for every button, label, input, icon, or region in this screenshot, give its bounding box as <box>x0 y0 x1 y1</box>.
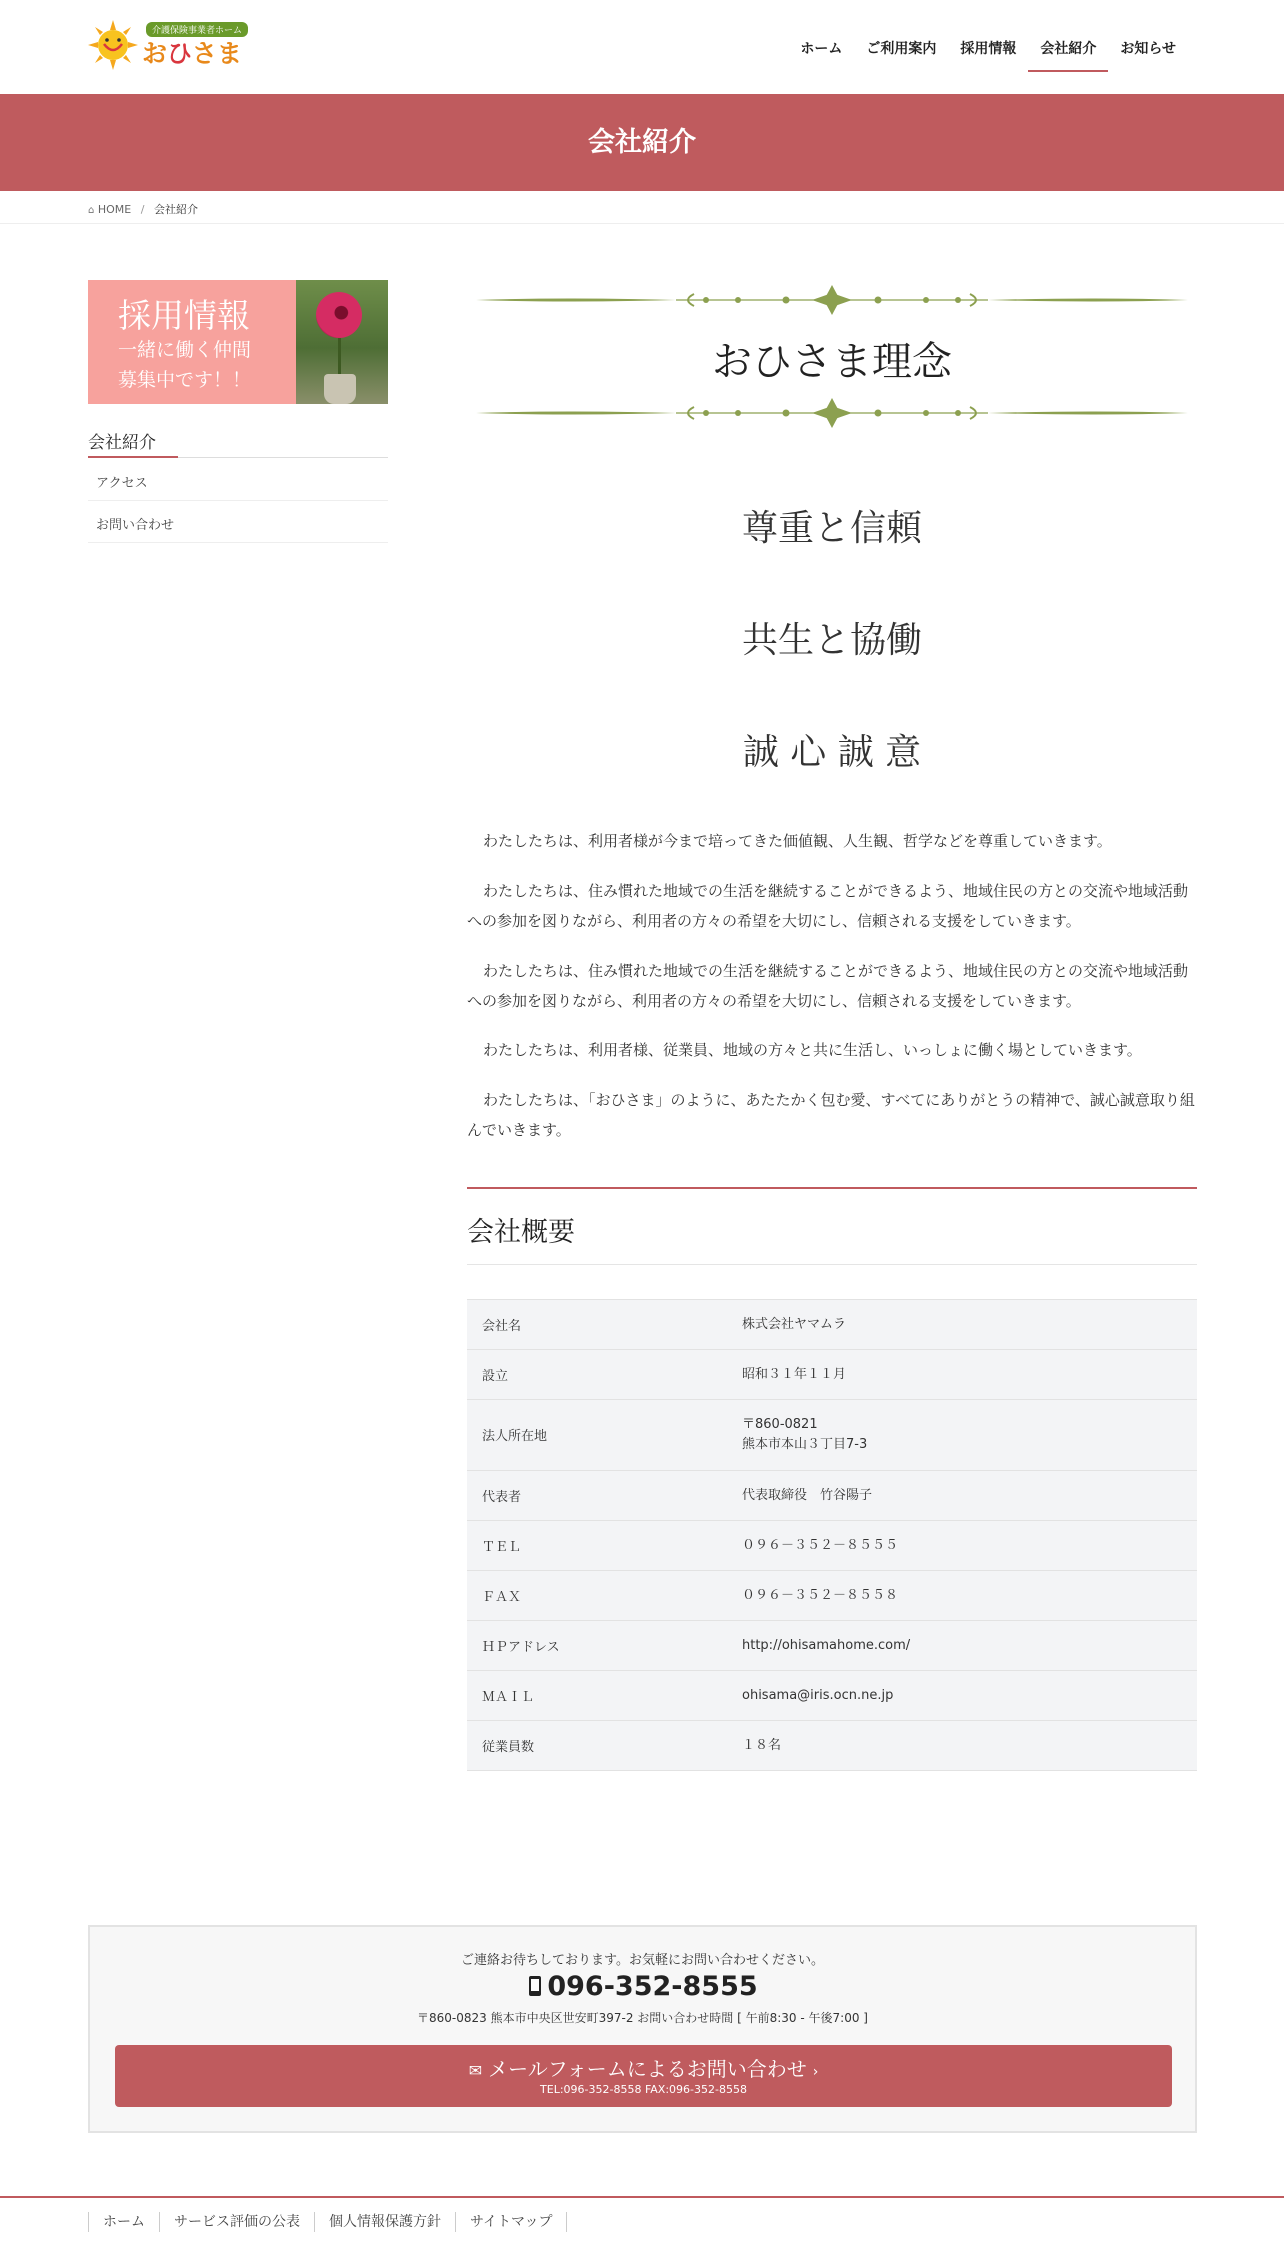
phone-icon <box>527 1975 543 1997</box>
philosophy-paragraph: わたしたちは、「おひさま」のように、あたたかく包む愛、すべてにありがとうの精神で、誠心誠意取り組んでいきます。 <box>467 1091 1195 1139</box>
row-value: 株式会社ヤマムラ <box>742 1317 847 1332</box>
section-divider <box>467 1187 1197 1189</box>
motto-sincerity: 誠 心 誠 意 <box>742 732 922 773</box>
nav-guide[interactable]: ご利用案内 <box>866 41 937 57</box>
footer-divider <box>0 2196 1284 2198</box>
company-overview-table <box>467 1299 1197 1771</box>
row-value: １８名 <box>742 1738 782 1753</box>
site-header <box>0 0 1284 94</box>
motto-coexistence: 共生と協働 <box>741 620 922 661</box>
mail-form-button-label: メールフォームによるお問い合わせ <box>488 2057 807 2081</box>
contact-box <box>88 1925 1197 2133</box>
recruit-banner-line2: 一緒に働く仲間 <box>118 339 252 361</box>
row-label: 従業員数 <box>482 1740 535 1755</box>
footer-link-home[interactable]: ホーム <box>88 2212 159 2232</box>
mail-icon: ✉ <box>468 2061 483 2080</box>
overview-title: 会社概要 <box>467 1217 575 1248</box>
footer-nav <box>88 2212 567 2232</box>
row-label: ＨＰアドレス <box>482 1640 560 1655</box>
contact-phone[interactable] <box>90 1971 1195 2002</box>
sidebar-title: 会社紹介 <box>88 433 156 453</box>
sidebar-item-contact[interactable]: お問い合わせ <box>88 501 388 543</box>
row-label: 会社名 <box>482 1319 522 1334</box>
ornament-top <box>476 285 1188 315</box>
footer-link-sitemap[interactable]: サイトマップ <box>455 2212 567 2232</box>
row-label: 法人所在地 <box>482 1429 548 1444</box>
table-row <box>467 1350 1197 1400</box>
footer-link-privacy[interactable]: 個人情報保護方針 <box>314 2212 455 2232</box>
footer-link-evaluation[interactable]: サービス評価の公表 <box>159 2212 314 2232</box>
recruit-banner-line3: 募集中です！！ <box>118 369 252 391</box>
contact-lead: ご連絡お待ちしております。お気軽にお問い合わせください。 <box>461 1953 824 1968</box>
ornament-bottom <box>476 398 1188 428</box>
breadcrumb-separator: / <box>140 203 145 216</box>
row-label: 代表者 <box>482 1490 522 1505</box>
row-value-line2: 熊本市本山３丁目7-3 <box>742 1437 868 1452</box>
row-value: ０９６－３５２－８５５８ <box>742 1588 899 1603</box>
sun-logo-icon <box>88 20 138 70</box>
logo-tagline: 介護保険事業者ホーム <box>146 22 248 37</box>
nav-company[interactable]: 会社紹介 <box>1028 24 1108 72</box>
hibiscus-photo <box>296 280 388 404</box>
page-title: 会社紹介 <box>0 94 1284 191</box>
table-row <box>467 1571 1197 1621</box>
site-logo[interactable] <box>88 20 243 70</box>
philosophy-paragraph: わたしたちは、住み慣れた地域での生活を継続することができるよう、地域住民の方との交流や地域活動への参加を図りながら、利用者の方々の希望を大切にし、信頼される支援をしていきます。 <box>467 962 1189 1010</box>
breadcrumb-current: 会社紹介 <box>153 203 198 216</box>
philosophy-paragraph: わたしたちは、住み慣れた地域での生活を継続することができるよう、地域住民の方との交流や地域活動への参加を図りながら、利用者の方々の希望を大切にし、信頼される支援をしていきます。 <box>467 882 1189 930</box>
home-icon: ⌂ <box>88 205 95 216</box>
nav-recruit[interactable]: 採用情報 <box>960 41 1017 57</box>
philosophy-paragraph: わたしたちは、利用者様が今まで培ってきた価値観、人生観、哲学などを尊重していきます。 <box>483 832 1112 850</box>
table-row <box>467 1521 1197 1571</box>
row-value: 昭和３１年１１月 <box>742 1367 847 1382</box>
nav-home[interactable]: ホーム <box>800 41 843 57</box>
sidebar-item-access[interactable]: アクセス <box>88 459 388 501</box>
table-row <box>467 1671 1197 1721</box>
mail-form-button-sub: TEL:096-352-8558 FAX:096-352-8558 <box>540 2083 747 2096</box>
philosophy-title: おひさま理念 <box>712 339 952 385</box>
global-nav <box>788 24 1188 72</box>
table-row <box>467 1300 1197 1350</box>
homepage-link[interactable]: http://ohisamahome.com/ <box>742 1638 911 1653</box>
sidebar-divider-accent <box>88 456 178 458</box>
table-row <box>467 1471 1197 1521</box>
table-row <box>467 1721 1197 1771</box>
recruit-banner[interactable] <box>88 280 388 404</box>
mail-form-button[interactable] <box>115 2045 1172 2107</box>
row-label: ＦＡＸ <box>482 1590 522 1605</box>
nav-news[interactable]: お知らせ <box>1120 41 1176 57</box>
contact-phone-number: 096-352-8555 <box>547 1971 758 2002</box>
row-label: 設立 <box>482 1369 509 1384</box>
recruit-banner-title: 採用情報 <box>118 296 250 335</box>
arrow-right-icon: › <box>812 2064 819 2080</box>
table-row <box>467 1400 1197 1471</box>
motto-respect: 尊重と信頼 <box>741 508 922 549</box>
logo-wordmark: おひさま <box>142 39 243 68</box>
row-value: 代表取締役 竹谷陽子 <box>742 1488 873 1503</box>
breadcrumb <box>0 191 1284 224</box>
row-label: ＭＡＩＬ <box>482 1690 535 1705</box>
breadcrumb-home[interactable]: HOME <box>97 203 132 216</box>
row-label: ＴＥＬ <box>482 1540 522 1555</box>
row-value: 〒860-0821 <box>742 1417 818 1432</box>
section-underline <box>467 1264 1197 1265</box>
row-value: ０９６－３５２－８５５５ <box>742 1538 899 1553</box>
contact-address: 〒860-0823 熊本市中央区世安町397-2 お問い合わせ時間 [ 午前8:30 - 午後7:00 ] <box>417 2011 868 2025</box>
table-row <box>467 1621 1197 1671</box>
philosophy-paragraph: わたしたちは、利用者様、従業員、地域の方々と共に生活し、いっしょに働く場としていきます。 <box>483 1041 1142 1059</box>
email-link[interactable]: ohisama@iris.ocn.ne.jp <box>742 1688 894 1703</box>
